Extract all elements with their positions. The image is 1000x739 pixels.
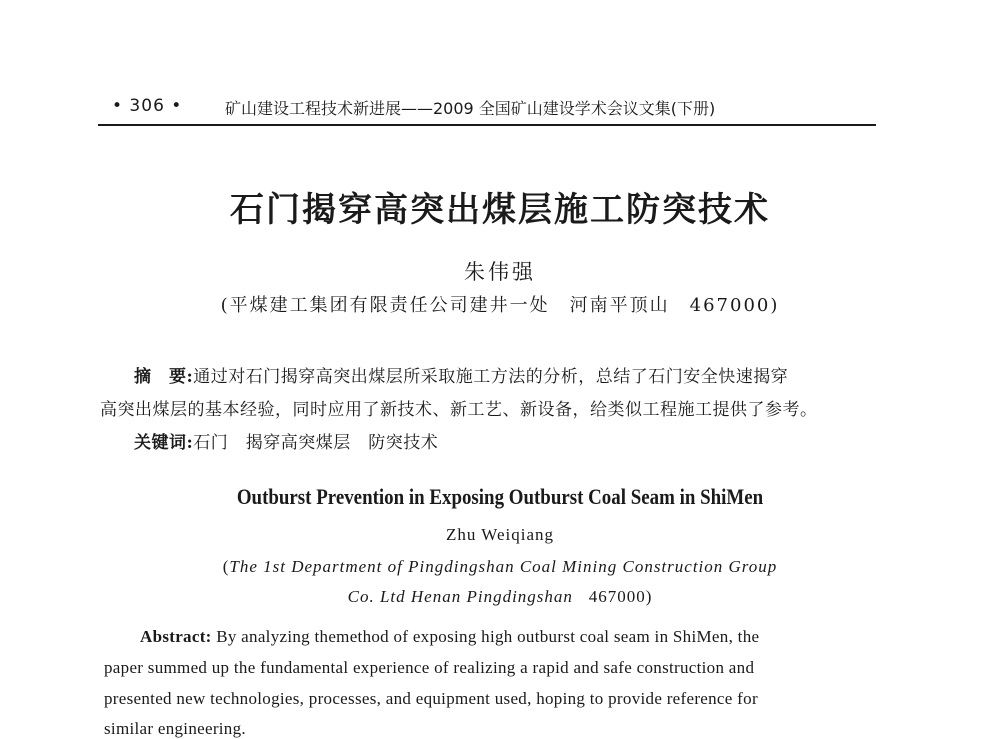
chinese-abstract-text: 通过对石门揭穿高突出煤层所采取施工方法的分析，总结了石门安全快速揭穿 bbox=[193, 367, 789, 387]
english-affiliation-line-2: Co. Ltd Henan Pingdingshan 467000) bbox=[347, 587, 653, 606]
english-abstract-line-2: paper summed up the fundamental experience of realizing a rapid and safe construction and bbox=[104, 658, 755, 677]
english-author: Zhu Weiqiang bbox=[445, 525, 555, 544]
header-rule bbox=[98, 124, 876, 126]
chinese-title: 石门揭穿高突出煤层施工防突技术 bbox=[230, 190, 770, 230]
running-header: 矿山建设工程技术新进展——2009 全国矿山建设学术会议文集(下册) bbox=[225, 99, 716, 118]
english-abstract-label: Abstract: bbox=[140, 627, 212, 646]
english-affiliation-line-1: (The 1st Department of Pingdingshan Coal Mining Construction Group bbox=[222, 557, 778, 576]
english-title: Outburst Prevention in Exposing Outburst Coal Seam in ShiMen bbox=[236, 484, 764, 509]
chinese-keywords-label: 关键词: bbox=[134, 433, 194, 453]
chinese-affiliation: (平煤建工集团有限责任公司建井一处 河南平顶山 467000) bbox=[220, 295, 780, 316]
page-number: • 306 • bbox=[112, 96, 183, 116]
chinese-abstract-line-1 bbox=[134, 362, 788, 387]
english-abstract-line-3: presented new technologies, processes, and equipment used, hoping to provide reference for bbox=[104, 689, 758, 708]
english-abstract-line-4: similar engineering. bbox=[104, 719, 246, 738]
chinese-abstract-label: 摘 要: bbox=[134, 367, 194, 387]
chinese-author: 朱伟强 bbox=[464, 260, 536, 284]
chinese-keywords-text: 石门 揭穿高突煤层 防突技术 bbox=[193, 433, 439, 453]
english-abstract-line-1: Abstract: By analyzing themethod of exposing high outburst coal seam in ShiMen, the bbox=[140, 627, 760, 646]
chinese-abstract-line-2: 高突出煤层的基本经验，同时应用了新技术、新工艺、新设备，给类似工程施工提供了参考。 bbox=[100, 400, 818, 420]
chinese-keywords bbox=[134, 428, 438, 453]
